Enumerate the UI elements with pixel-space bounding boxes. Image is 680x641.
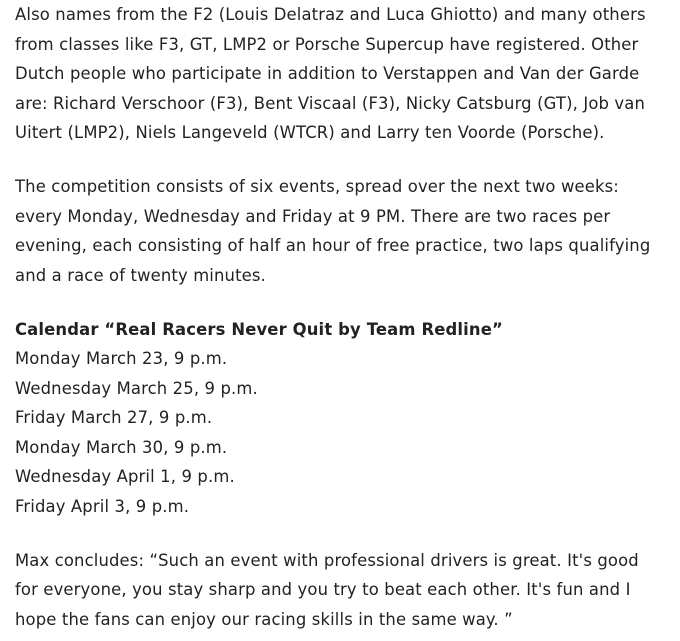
paragraph-spacer	[15, 148, 666, 173]
paragraph-max-quote: Max concludes: “Such an event with professional drivers is great. It's good for everyone, you stay sharp and you try to beat each other. It's fun and I hope the fans can enjoy our racing skills in the same way. ”	[15, 550, 639, 629]
calendar-date: Wednesday April 1, 9 p.m.	[15, 467, 235, 486]
calendar-date: Wednesday March 25, 9 p.m.	[15, 378, 258, 398]
calendar-block	[15, 315, 666, 522]
paragraph-spacer	[15, 290, 666, 315]
calendar-date: Friday March 27, 9 p.m.	[15, 408, 213, 427]
paragraph-competition-format: The competition consists of six events, spread over the next two weeks: every Monday, Wednesday and Friday at 9 PM. There are two races per evening, each consisting of half an hour of free practice, two laps qualifying and a race of twenty minutes.	[15, 177, 651, 285]
paragraph-registered-drivers: Also names from the F2 (Louis Delatraz and Luca Ghiotto) and many others from classes like F3, GT, LMP2 or Porsche Supercup have registered. Other Dutch people who participate in addition to Verstappen and Van der Garde are: Richard Verschoor (F3), Bent Viscaal (F3), Nicky Catsburg (GT), Job van Uitert (LMP2), Niels Langeveld (WTCR) and Larry ten Voorde (Porsche).	[15, 5, 646, 142]
calendar-date: Friday April 3, 9 p.m.	[15, 496, 190, 516]
calendar-title: Calendar “Real Racers Never Quit by Team Redline”	[15, 319, 503, 339]
calendar-date: Monday March 23, 9 p.m.	[15, 349, 228, 368]
paragraph-spacer	[15, 521, 666, 546]
calendar-date: Monday March 30, 9 p.m.	[15, 437, 228, 457]
